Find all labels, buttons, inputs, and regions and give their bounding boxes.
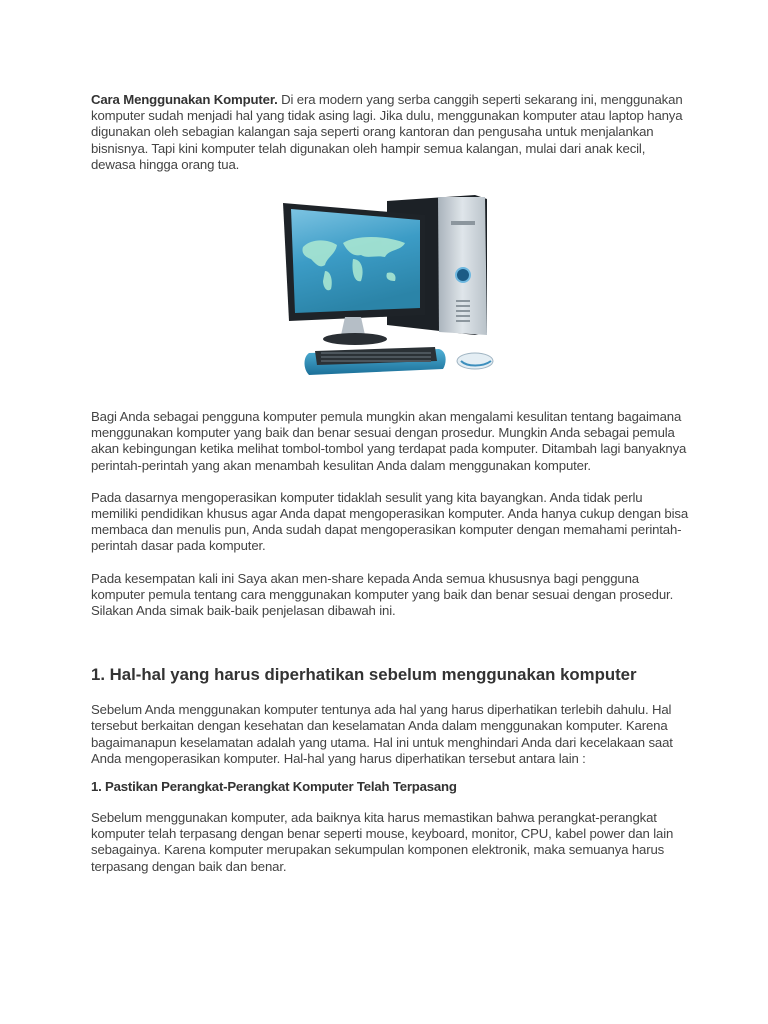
section-paragraph: Sebelum Anda menggunakan komputer tentunya ada hal yang harus diperhatikan terlebih dahulu. Hal tersebut berkaitan dengan kesehatan dan keselamatan Anda dalam menggunakan komputer. Karena bagaimanapun keselamatan adalah yang utama. Hal ini untuk menghindari Anda dari kecelakaan saat Anda mengoperasikan komputer. Hal-hal yang harus diperhatikan tersebut antara lain : [91, 702, 673, 766]
paragraph: Pada kesempatan kali ini Saya akan men-share kepada Anda semua khususnya bagi pengguna komputer pemula tentang cara menggunakan komputer yang baik dan benar sesuai dengan prosedur. Silakan Anda simak baik-baik penjelasan dibawah ini. [91, 570, 674, 619]
intro-text: Di era modern yang serba canggih seperti sekarang ini, menggunakan komputer sudah menjadi hal yang tidak asing lagi. Jika dulu, menggunakan komputer atau laptop hanya digunakan oleh sebagian kalangan saja seperti orang kantoran dan pengusaha untuk menjalankan bisnisnya. Tapi kini komputer telah digunakan oleh hampir semua kalangan, mulai dari anak kecil, dewasa hingga orang tua. [91, 92, 683, 172]
article-body [91, 92, 691, 875]
subsection-heading: 1. Pastikan Perangkat-Perangkat Komputer Telah Terpasang [91, 779, 457, 795]
computer-illustration [275, 185, 515, 395]
desktop-computer-icon [275, 185, 515, 395]
section-heading: 1. Hal-hal yang harus diperhatikan sebelum menggunakan komputer [91, 665, 637, 685]
intro-lead: Cara Menggunakan Komputer. [91, 92, 278, 107]
subsection-paragraph: Sebelum menggunakan komputer, ada baiknya kita harus memastikan bahwa perangkat-perangkat komputer telah terpasang dengan benar seperti mouse, keyboard, monitor, CPU, kabel power dan lain sebagainya. Karena komputer merupakan sekumpulan komponen elektronik, maka semuanya harus terpasang dengan baik dan benar. [91, 810, 674, 874]
paragraph: Bagi Anda sebagai pengguna komputer pemula mungkin akan mengalami kesulitan tentang bagaimana menggunakan komputer yang baik dan benar sesuai dengan prosedur. Mungkin Anda sebagai pemula akan kebingungan ketika melihat tombol-tombol yang terdapat pada komputer. Ditambah lagi banyaknya perintah-perintah yang akan menambah kesulitan Anda dalam menggunakan komputer. [91, 409, 687, 473]
intro-paragraph [91, 92, 691, 173]
paragraph: Pada dasarnya mengoperasikan komputer tidaklah sesulit yang kita bayangkan. Anda tidak perlu memiliki pendidikan khusus agar Anda dapat mengoperasikan komputer. Anda hanya cukup dengan bisa membaca dan menulis pun, Anda sudah dapat mengoperasikan komputer dengan memahami perintah-perintah dasar pada komputer. [91, 489, 689, 554]
